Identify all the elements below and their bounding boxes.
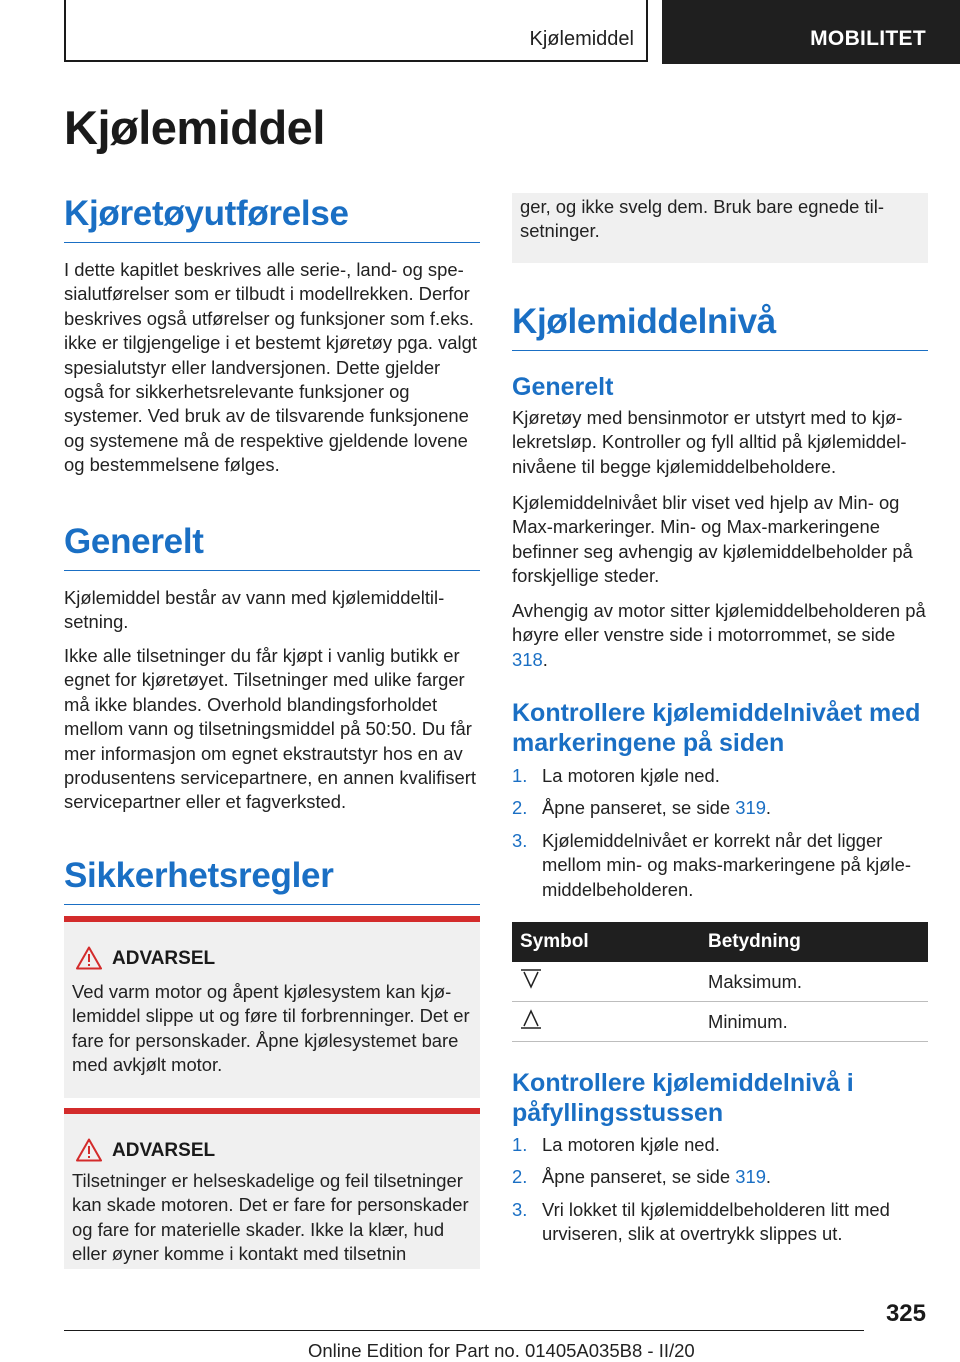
- table-row: [512, 1002, 928, 1042]
- warning-text-2: Tilsetninger er helseskadelige og feil tilsetninger kan skade motoren. Det er fare for personskader og fare for materielle skader. Ikke la klær, hud eller øyner komme i kontakt med tilsetnin: [72, 1170, 469, 1265]
- warning-continuation-box: [512, 193, 928, 263]
- meaning-cell: Minimum.: [700, 1002, 928, 1042]
- symbol-table: [512, 922, 928, 1042]
- list-item: 1. La motoren kjøle ned.: [512, 765, 720, 786]
- coolant-general-para-2: Kjølemiddelnivået blir viset ved hjelp av Min- og Max-markeringer. Min- og Max-markeringene befinner seg avhengig av kjølemiddelbeholder på forskjellige steder.: [512, 492, 913, 587]
- column-header-meaning: Betydning: [700, 922, 928, 962]
- chapter-tab: [662, 0, 960, 64]
- list-item: 2. Åpne panseret, se side 319.: [512, 797, 772, 819]
- page-ref-link[interactable]: 319: [735, 797, 766, 819]
- page-number: 325: [885, 1300, 926, 1327]
- list-item: 1. La motoren kjøle ned.: [512, 1134, 720, 1155]
- page-ref-link[interactable]: 318: [512, 648, 543, 670]
- section-tab: [64, 0, 648, 62]
- table-header-row: [512, 922, 928, 962]
- general-para-1: Kjølemiddel består av vann med kjølemiddeltilsetning.: [64, 587, 445, 633]
- table-row: [512, 962, 928, 1002]
- heading-vehicle-features: Kjøretøyutførelse: [64, 194, 480, 243]
- list-item: 2. Åpne panseret, se side 319.: [512, 1166, 772, 1188]
- warning-continuation-text: ger, og ikke svelg dem. Bruk bare egnede tilsetninger.: [520, 196, 884, 242]
- min-marker-icon: [520, 1008, 542, 1030]
- heading-safety: Sikkerhetsregler: [64, 856, 480, 905]
- coolant-general-para-3: Avhengig av motor sitter kjølemiddelbeholderen på høyre eller venstre side i motorrommet, se side 318.: [512, 600, 926, 670]
- warning-box-1: [64, 916, 480, 1098]
- heading-general: Generelt: [64, 522, 480, 571]
- page-header: [0, 0, 960, 66]
- section-name: Kjølemiddel: [529, 28, 634, 50]
- warning-text-1: Ved varm motor og åpent kjølesystem kan kjølemiddel slippe ut og føre til forbrenninger. Det er fare for personskader. Åpne kjølesystemet bare med avkjølt motor.: [72, 981, 470, 1076]
- coolant-general-para-1: Kjøretøy med bensinmotor er utstyrt med to kjølekretsløp. Kontroller og fyll alltid på kjølemiddelnivåene til begge kjølemiddelbeholdere.: [512, 407, 907, 477]
- warning-label: ADVARSEL: [112, 1140, 216, 1161]
- warning-triangle-icon: [76, 1138, 102, 1162]
- symbol-cell: [512, 1002, 700, 1042]
- check-markings-steps: [512, 764, 928, 910]
- heading-coolant-general: Generelt: [512, 373, 614, 401]
- page-ref-link[interactable]: 319: [735, 1166, 766, 1188]
- general-para-2: Ikke alle tilsetninger du får kjøpt i vanlig butikk er egnet for kjøretøyet. Tilsetninger med ulike farger må ikke blandes. Overhold blandingsforholdet mellom vann og tilsetningsmiddel på 50:50. Du får mer informasjon om egnet ekstrautstyr hos en av produsentens servicepartnere, en annen kvalifisert servicepartner eller et fagverksted.: [64, 645, 476, 813]
- max-marker-icon: [520, 968, 542, 990]
- list-item: 3. Kjølemiddelnivået er korrekt når det ligger mellom min- og maks-markeringene på kjølemiddelbeholderen.: [512, 829, 911, 900]
- page-title: Kjølemiddel: [64, 101, 325, 154]
- heading-check-markings: Kontrollere kjølemiddelnivået med markeringene på siden: [512, 699, 921, 757]
- column-header-symbol: Symbol: [512, 922, 700, 962]
- heading-coolant-level: Kjølemiddelnivå: [512, 302, 928, 351]
- footer-edition: Online Edition for Part no. 01405A035B8 - II/20: [308, 1340, 695, 1361]
- check-filler-steps: [512, 1133, 928, 1255]
- list-item: 3. Vri lokket til kjølemiddelbeholderen litt med urviseren, slik at overtrykk slippes ut.: [512, 1198, 890, 1245]
- symbol-cell: [512, 962, 700, 1002]
- footer-divider: [64, 1330, 864, 1331]
- warning-box-2: [64, 1108, 480, 1269]
- chapter-name: MOBILITET: [810, 27, 926, 50]
- vehicle-features-text: I dette kapitlet beskrives alle serie-, land- og spesialutførelser som er tilbudt i modellrekken. Derfor beskrives også utførelser og funksjoner som f.eks. ikke er tilgjengelige i et bestemt kjøretøy pga. valgt spesialutstyr eller landversjonen. Dette gjelder også for sikkerhetsrelevante funksjoner og systemer. Ved bruk av de tilsvarende funksjonene og systemene må de respektive gjeldende lovene og bestemmelsene følges.: [64, 259, 477, 476]
- warning-label: ADVARSEL: [112, 948, 216, 969]
- warning-triangle-icon: [76, 946, 102, 970]
- heading-check-filler: Kontrollere kjølemiddelnivå i påfyllingsstussen: [512, 1069, 854, 1127]
- meaning-cell: Maksimum.: [700, 962, 928, 1002]
